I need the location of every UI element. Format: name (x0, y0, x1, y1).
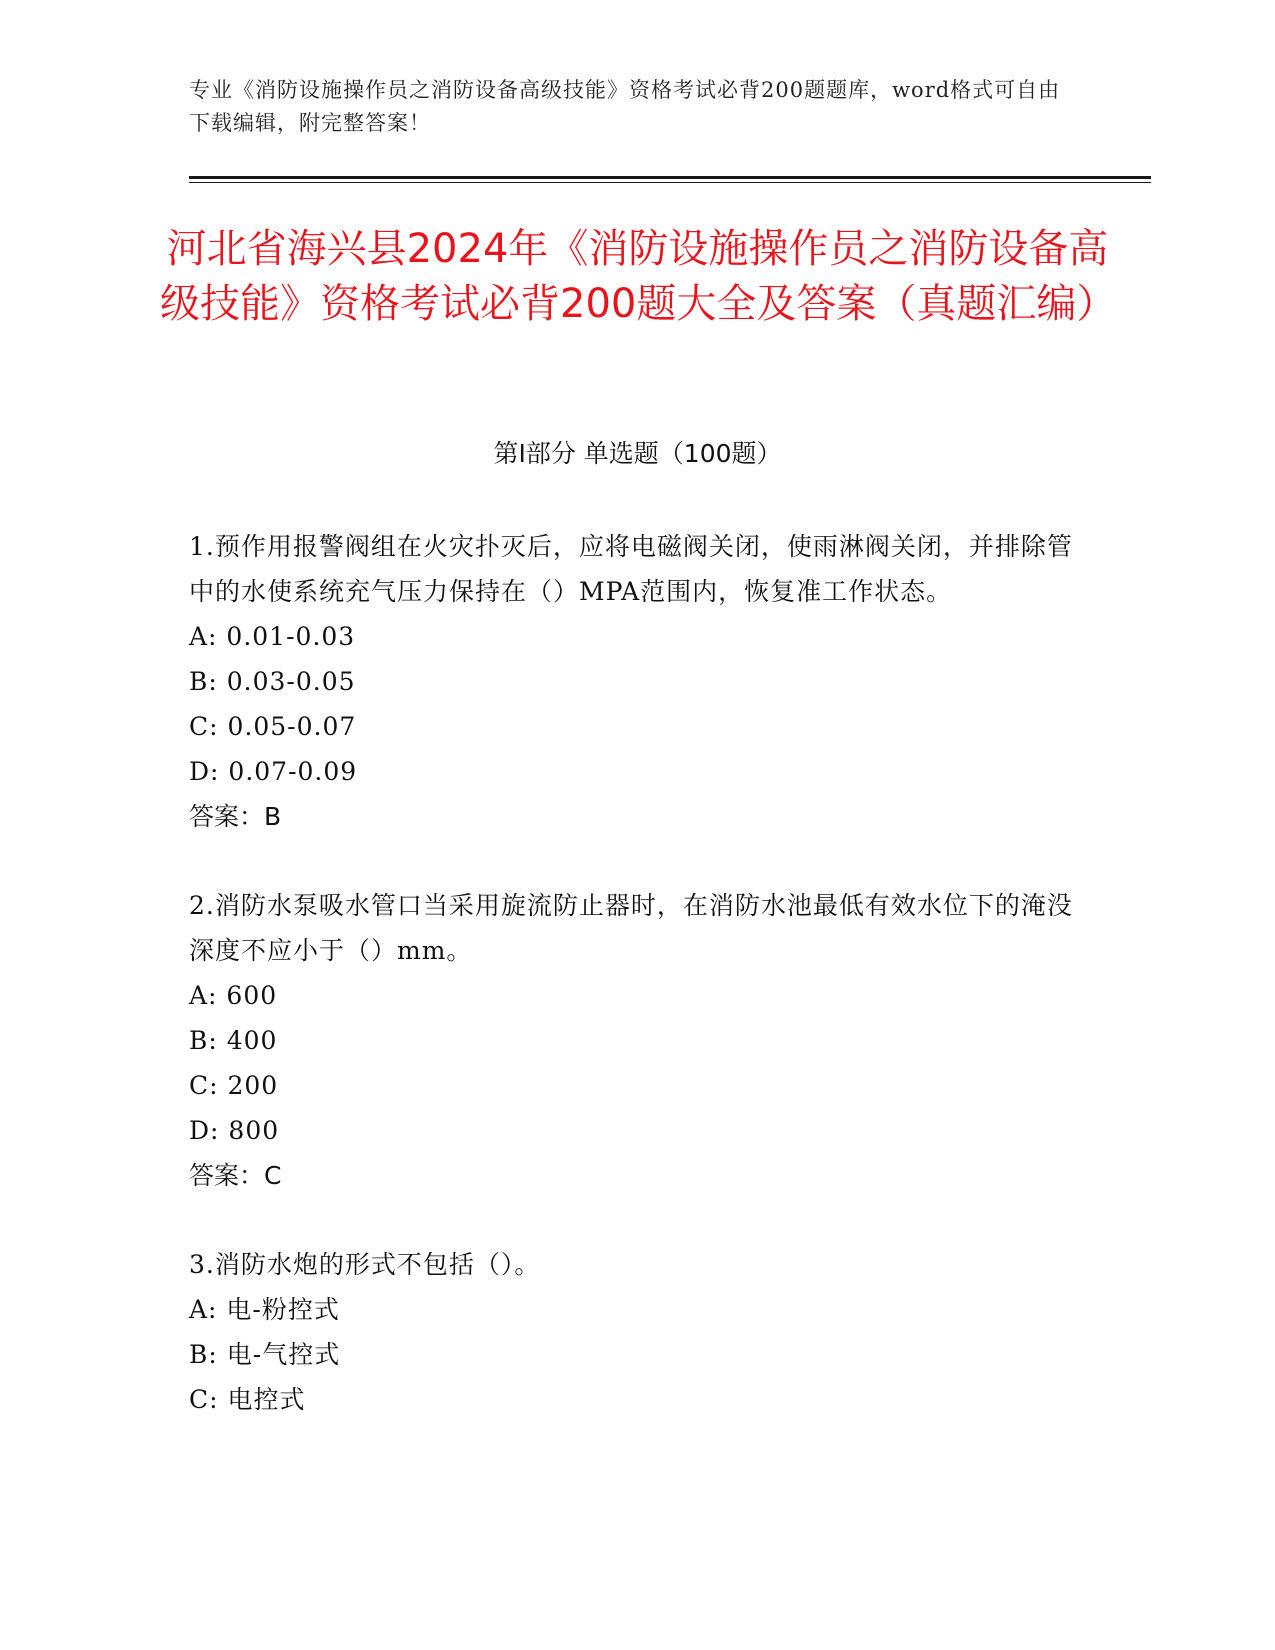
option-c: C: 电控式 (189, 1385, 306, 1414)
answer: 答案：B (189, 802, 282, 831)
question-stem: 3.消防水炮的形式不包括（）。 (189, 1250, 541, 1279)
option-b: B: 0.03-0.05 (189, 667, 356, 696)
option-a: A: 0.01-0.03 (189, 622, 356, 651)
option-d: D: 0.07-0.09 (189, 757, 358, 786)
question-3 (189, 1242, 1089, 1422)
answer: 答案：C (189, 1161, 282, 1190)
option-b: B: 电-气控式 (189, 1340, 341, 1369)
option-a: A: 电-粉控式 (189, 1295, 340, 1324)
option-c: C: 200 (189, 1071, 279, 1100)
question-stem: 1.预作用报警阀组在火灾扑灭后，应将电磁阀关闭，使雨淋阀关闭，并排除管中的水使系统充气压力保持在（）MPA范围内，恢复准工作状态。 (189, 532, 1073, 606)
question-list (189, 524, 1089, 1466)
option-a: A: 600 (189, 981, 278, 1010)
option-d: D: 800 (189, 1116, 280, 1145)
header-rule-thick (189, 176, 1151, 179)
question-1 (189, 524, 1089, 839)
document-title: 河北省海兴县2024年《消防设施操作员之消防设备高级技能》资格考试必背200题大全及答案（真题汇编） (160, 226, 1117, 327)
option-c: C: 0.05-0.07 (189, 712, 357, 741)
question-2 (189, 883, 1089, 1198)
header-rule-thin (189, 182, 1151, 183)
section-title: 第I部分 单选题（100题） (493, 439, 782, 468)
option-b: B: 400 (189, 1026, 278, 1055)
header-note: 专业《消防设施操作员之消防设备高级技能》资格考试必背200题题库，word格式可自由下载编辑，附完整答案！ (189, 78, 1061, 135)
question-stem: 2.消防水泵吸水管口当采用旋流防止器时，在消防水池最低有效水位下的淹没深度不应小于（）mm。 (189, 891, 1073, 965)
